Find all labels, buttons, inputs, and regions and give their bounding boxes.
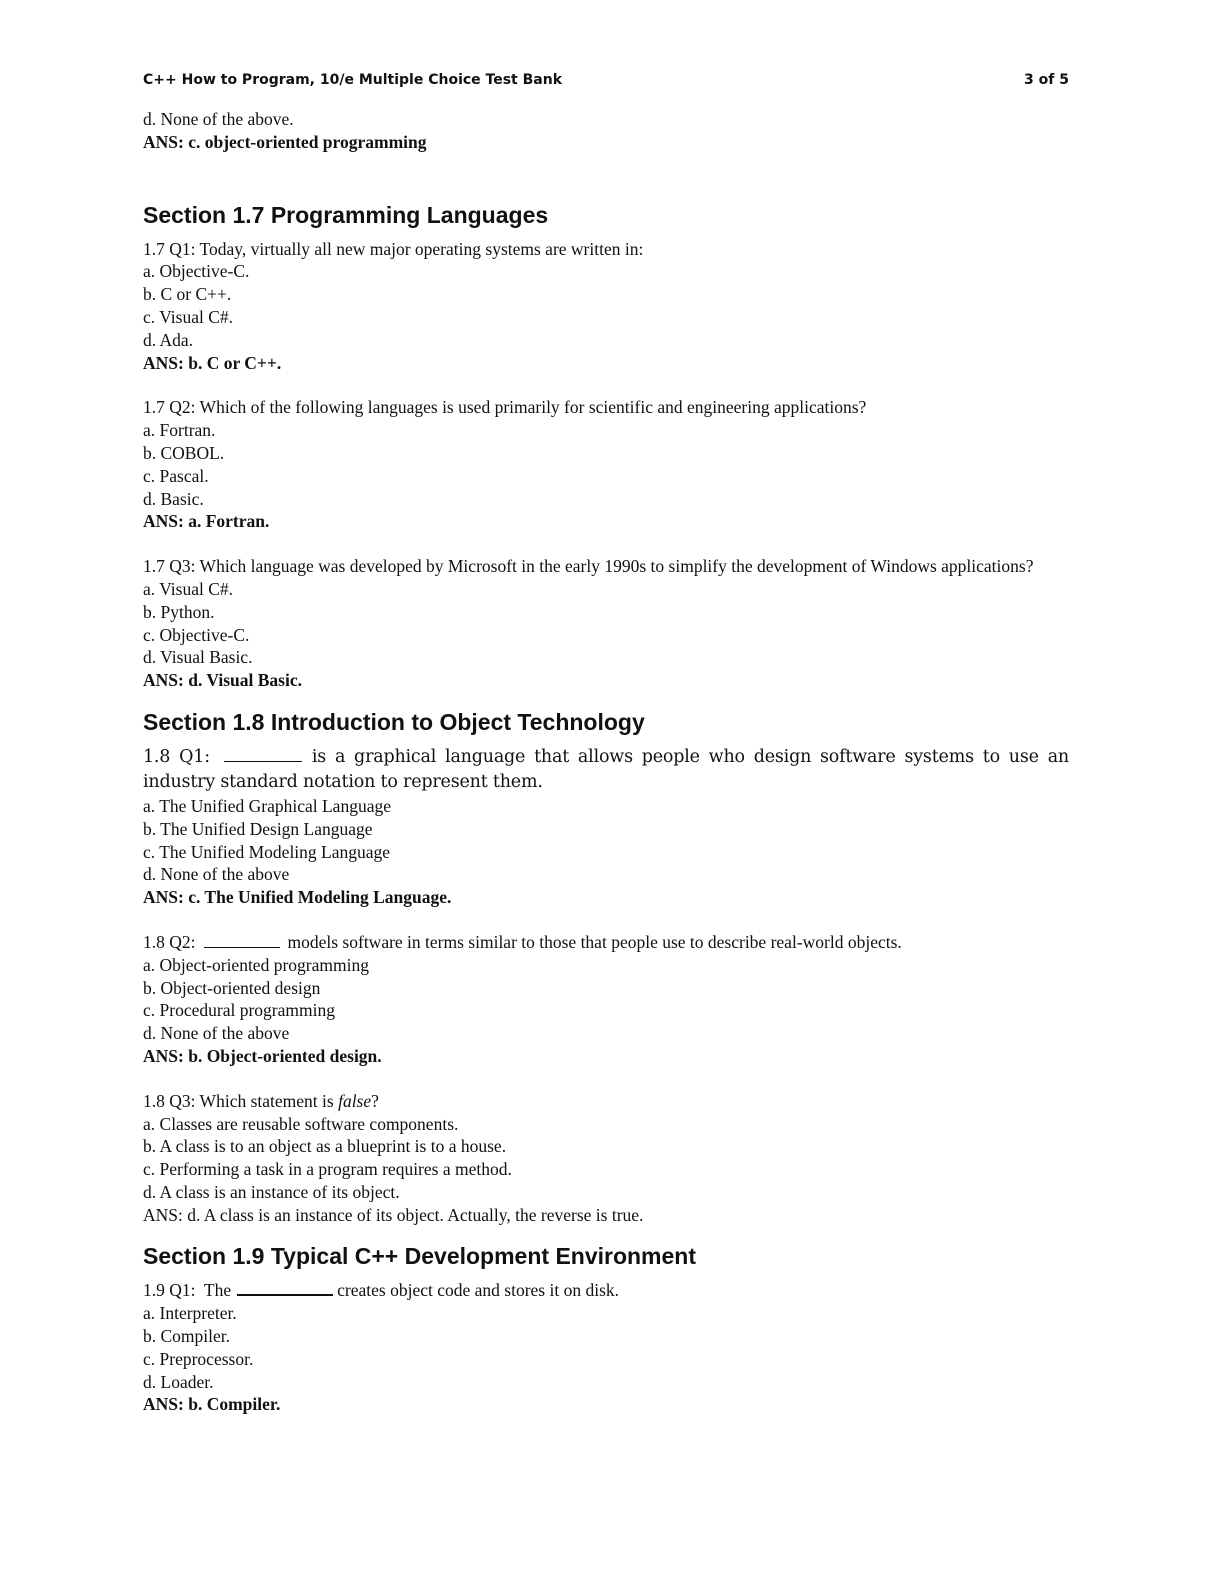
question-block (143, 396, 1069, 533)
option: a. Visual C#. (143, 578, 234, 599)
option: d. None of the above (143, 864, 290, 885)
option: a. Interpreter. (143, 1303, 237, 1324)
question-stem (143, 1279, 1069, 1302)
option: d. Visual Basic. (143, 647, 253, 668)
option: c. Visual C#. (143, 306, 234, 327)
option: a. Object-oriented programming (143, 954, 369, 975)
option: d. None of the above. (143, 109, 294, 129)
question-stem (143, 931, 1069, 954)
fill-in-blank (204, 933, 280, 948)
option: b. Object-oriented design (143, 977, 321, 998)
question-stem: 1.7 Q1: Today, virtually all new major operating systems are written in: (143, 238, 644, 259)
option: c. Procedural programming (143, 1000, 335, 1021)
question-number: 1.8 Q2: (143, 931, 196, 952)
question-stem: 1.7 Q3: Which language was developed by Microsoft in the early 1990s to simplify the development of Windows applications? (143, 556, 1034, 577)
page-content (143, 108, 1069, 1416)
option: b. Compiler. (143, 1326, 231, 1347)
question-block (143, 555, 1069, 692)
section-heading: Section 1.8 Introduction to Object Technology (143, 708, 645, 735)
answer: ANS: d. Visual Basic. (143, 670, 302, 691)
option: d. Ada. (143, 329, 194, 350)
option: a. Fortran. (143, 420, 216, 441)
option: c. The Unified Modeling Language (143, 841, 391, 862)
question-stem (143, 745, 1069, 795)
question-block (143, 745, 1069, 909)
page-number: 3 of 5 (1024, 72, 1069, 88)
question-stem: 1.7 Q2: Which of the following languages is used primarily for scientific and engineering applications? (143, 397, 867, 418)
question-number: 1.9 Q1: The (143, 1280, 232, 1301)
answer: ANS: c. The Unified Modeling Language. (143, 887, 452, 908)
question-text: ? (371, 1090, 379, 1111)
option: b. The Unified Design Language (143, 818, 373, 839)
answer: ANS: b. C or C++. (143, 352, 282, 373)
section-heading: Section 1.7 Programming Languages (143, 201, 549, 228)
option: c. Preprocessor. (143, 1348, 254, 1369)
emphasis: false (338, 1090, 372, 1111)
option: b. A class is to an object as a blueprint is to a house. (143, 1136, 507, 1157)
option: d. None of the above (143, 1023, 290, 1044)
fill-in-blank (224, 747, 302, 762)
option: d. A class is an instance of its object. (143, 1181, 400, 1202)
question-number: 1.8 Q1: (143, 746, 210, 767)
question-text: models software in terms similar to those that people use to describe real-world objects. (287, 931, 902, 952)
option: b. Python. (143, 601, 215, 622)
fill-in-blank (237, 1280, 333, 1296)
option: a. Objective-C. (143, 261, 250, 282)
running-header (143, 70, 1069, 94)
option: c. Objective-C. (143, 624, 250, 645)
question-stem (143, 1090, 1069, 1113)
answer: ANS: b. Compiler. (143, 1394, 281, 1415)
option: b. COBOL. (143, 442, 225, 463)
option: d. Loader. (143, 1371, 214, 1392)
question-block (143, 931, 1069, 1068)
option: b. C or C++. (143, 284, 232, 305)
answer: ANS: a. Fortran. (143, 511, 270, 532)
answer: ANS: b. Object-oriented design. (143, 1045, 382, 1066)
question-text: creates object code and stores it on disk. (337, 1280, 620, 1301)
answer: ANS: c. object-oriented programming (143, 131, 427, 152)
option: d. Basic. (143, 488, 204, 509)
question-block (143, 1090, 1069, 1227)
header-title: C++ How to Program, 10/e Multiple Choice Test Bank (143, 72, 563, 88)
section-heading: Section 1.9 Typical C++ Development Environment (143, 1243, 697, 1270)
option: a. Classes are reusable software components. (143, 1113, 459, 1134)
question-block (143, 1279, 1069, 1416)
answer: ANS: d. A class is an instance of its object. Actually, the reverse is true. (143, 1204, 644, 1225)
option: a. The Unified Graphical Language (143, 795, 391, 816)
question-text: 1.8 Q3: Which statement is (143, 1090, 339, 1111)
option: c. Pascal. (143, 465, 209, 486)
question-block (143, 238, 1069, 375)
option: c. Performing a task in a program requires a method. (143, 1159, 512, 1180)
question-text: is a graphical language that allows people who design software systems to use an industry standard notation to represent them. (143, 746, 1069, 792)
